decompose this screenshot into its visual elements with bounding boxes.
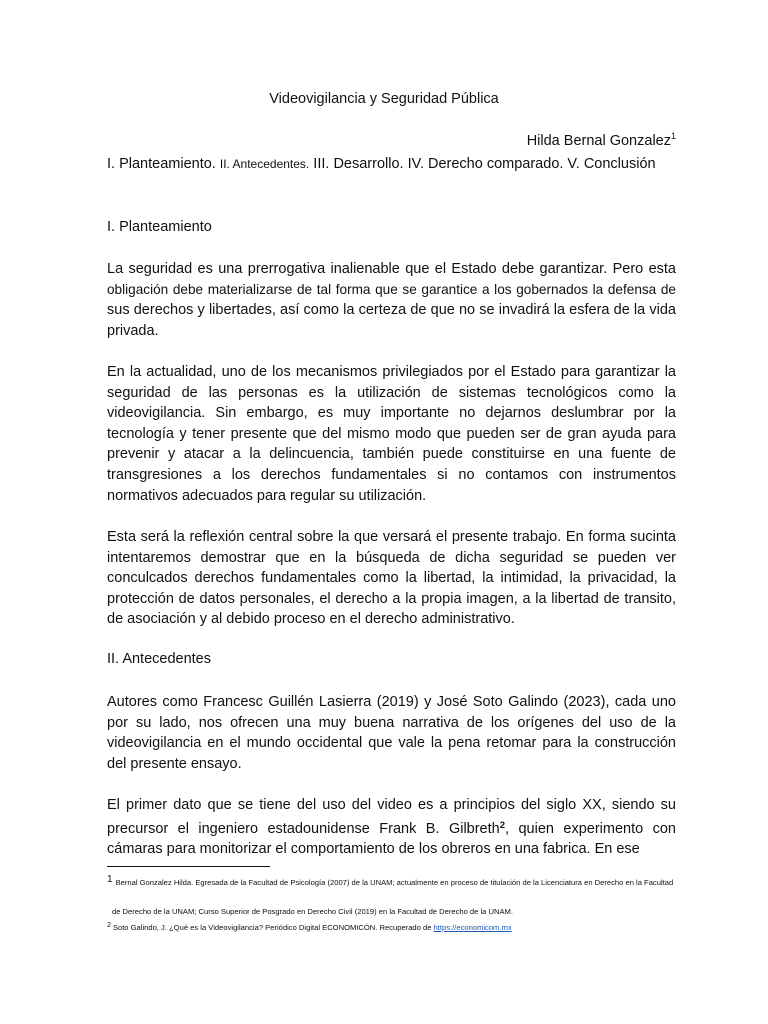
paragraph-2: En la actualidad, uno de los mecanismos privilegiados por el Estado para garantizar la seguridad de las personas es la utilización de sistemas tecnológicos como la videovigilancia. Sin embargo, es muy importante no dejarnos deslumbrar por la tecnología y tener presente que del mismo modo que pueden ser de gran ayuda para prevenir y atacar a la delincuencia, también puede constituirse en una fuente de transgresiones a los derechos fundamentales si no contamos con instrumentos normativos adecuados para regular su utilización. <box>107 364 676 504</box>
author-footnote-ref[interactable]: 1 <box>670 131 676 141</box>
toc-item-rest: III. Desarrollo. IV. Derecho comparado. V. Conclusión <box>313 156 656 172</box>
toc-item-planteamiento: I. Planteamiento. <box>107 156 216 172</box>
paragraph-4: Autores como Francesc Guillén Lasierra (2019) y José Soto Galindo (2023), cada uno por su lado, nos ofrecen una muy buena narrativa de los orígenes del uso de la videovigilancia en el mundo occidental que vale la pena retomar para la construcción del presente ensayo. <box>107 694 676 772</box>
footnote-2-text: Soto Galindo, J. ¿Qué es la Videovigilancia? Periódico Digital ECONOMICÓN. Recuperado de <box>112 923 434 932</box>
toc-item-antecedentes: II. Antecedentes. <box>219 157 310 171</box>
section-heading-antecedentes: II. Antecedentes <box>107 651 211 667</box>
footnote-1-cont: de Derecho de la UNAM; Curso Superior de Posgrado en Derecho Civil (2019) en la Facultad de Derecho de la UNAM. <box>112 907 513 916</box>
footnote-1 <box>107 873 677 889</box>
footnote-ref-2[interactable]: 2 <box>499 819 506 831</box>
author-line <box>527 131 676 149</box>
footnote-2-mark: 2 <box>107 922 111 929</box>
paragraph-5-text-b: , quien experimento con cámaras para monitorizar el comportamiento de los obreros en una fabrica. En ese <box>107 820 676 858</box>
footnote-1-mark: 1 <box>107 874 113 885</box>
footnote-2 <box>107 919 677 934</box>
paragraph-1 <box>107 259 676 341</box>
paragraph-1-line-1: La seguridad es una prerrogativa inalienable que el Estado debe garantizar. Pero esta <box>107 261 676 277</box>
paragraph-3: Esta será la reflexión central sobre la que versará el presente trabajo. En forma sucinta intentaremos demostrar que en la búsqueda de dicha seguridad se pueden ver conculcados derechos fundamentales como la libertad, la intimidad, la privacidad, la protección de datos personales, el derecho a la propia imagen, a la libertad de transito, de asociación y al debido proceso en el derecho administrativo. <box>107 529 676 628</box>
document-title: Videovigilancia y Seguridad Pública <box>269 91 499 107</box>
footnote-1-line-1: Bernal Gonzalez Hilda. Egresada de la Facultad de Psicología (2007) de la UNAM; actualmente en proceso de titulación de la Licenciatura en Derecho en la Facultad <box>115 878 674 887</box>
paragraph-1-line-2: obligación debe materializarse de tal forma que se garantice a los gobernados la defensa de <box>107 281 676 297</box>
author-name: Hilda Bernal Gonzalez <box>526 133 671 149</box>
paragraph-1-rest: sus derechos y libertades, así como la certeza de que no se invadirá la esfera de la vida privada. <box>107 302 676 339</box>
footnote-separator <box>107 866 270 867</box>
footnote-2-link[interactable]: https://economicom.mx <box>433 923 512 932</box>
paragraph-5-text-a: El primer dato que se tiene del uso del video es a principios del siglo XX, siendo su precursor el ingeniero estadounidense Frank B. Gilbreth <box>107 797 676 837</box>
paragraph-5 <box>107 795 676 860</box>
section-heading-planteamiento: I. Planteamiento <box>107 219 212 235</box>
table-of-contents <box>107 156 687 172</box>
